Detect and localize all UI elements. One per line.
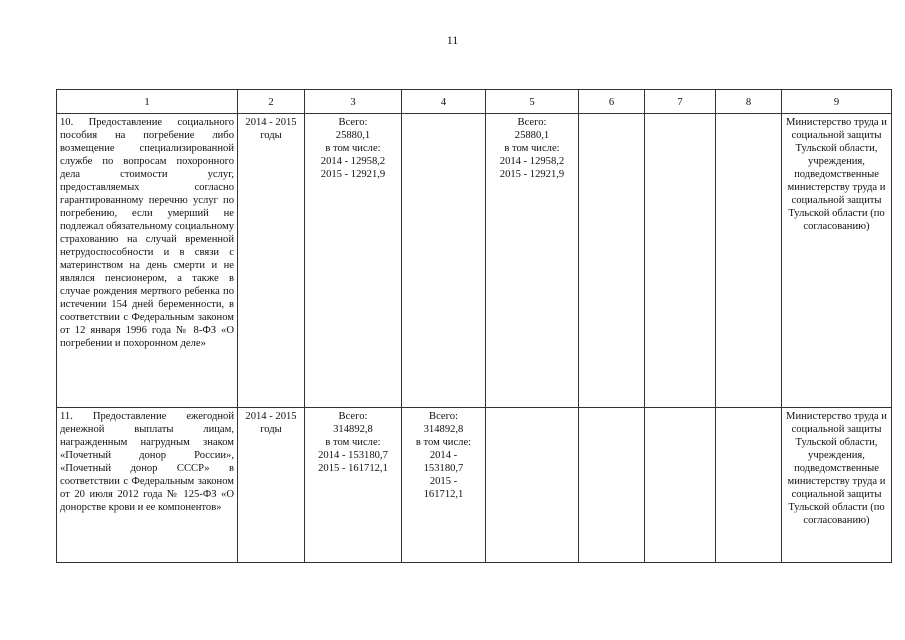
header-col-4: 4 — [402, 90, 486, 114]
funding-line: Всего: — [429, 411, 458, 422]
executor-cell: Министерство труда и социальной защиты Тульской области, учреждения, подведомственные министерству труда и социальной защиты Тульской области (по согласованию) — [782, 408, 892, 563]
funding-line: Всего: — [338, 117, 368, 128]
header-col-6: 6 — [579, 90, 645, 114]
funding-line: 153180,7 — [423, 463, 464, 474]
table-row — [57, 408, 892, 563]
regional-funding-cell — [486, 114, 579, 408]
funding-line: в том числе: — [415, 437, 472, 448]
period-cell: 2014 - 2015 годы — [238, 114, 305, 408]
funding-line: Всего: — [517, 117, 547, 128]
program-measures-table — [56, 89, 892, 563]
col7-cell — [645, 408, 716, 563]
funding-line: 25880,1 — [335, 130, 371, 141]
measure-name-cell: 10. Предоставление социального пособия на погребение либо возмещение специализированной службе по вопросам похоронного дела стоимости услуг, предоставляемых согласно гарантированному перечню услуг по погребению, если умерший не подлежал обязательному социальному страхованию на случай временной нетрудоспособности и в связи с материнством на день смерти и не являлся пенсионером, а также в случае рождения мертвого ребенка по истечении 154 дней беременности, в соответствии с Федеральным законом от 12 января 1996 года № 8-ФЗ «О погребении и похоронном деле» — [57, 114, 238, 408]
funding-line: 25880,1 — [514, 130, 550, 141]
regional-funding-cell — [486, 408, 579, 563]
funding-line: в том числе: — [325, 437, 381, 448]
header-col-2: 2 — [238, 90, 305, 114]
total-funding-cell — [305, 408, 402, 563]
funding-line: 2014 - 12958,2 — [499, 156, 565, 167]
page-number: 11 — [446, 33, 459, 47]
header-col-8: 8 — [716, 90, 782, 114]
funding-line: Всего: — [338, 411, 368, 422]
funding-line: 2015 - 12921,9 — [320, 169, 386, 180]
period-cell: 2014 - 2015 годы — [238, 408, 305, 563]
funding-line: в том числе: — [325, 143, 381, 154]
col8-cell — [716, 408, 782, 563]
funding-line: 2014 - — [429, 450, 458, 461]
col6-cell — [579, 114, 645, 408]
col6-cell — [579, 408, 645, 563]
header-col-9: 9 — [782, 90, 892, 114]
header-col-5: 5 — [486, 90, 579, 114]
table-row — [57, 114, 892, 408]
federal-funding-cell — [402, 408, 486, 563]
header-col-1: 1 — [57, 90, 238, 114]
federal-funding-cell — [402, 114, 486, 408]
measure-name-cell: 11. Предоставление ежегодной денежной выплаты лицам, награжденным нагрудным знаком «Почетный донор России», «Почетный донор СССР» в соответствии с Федеральным законом от 20 июля 2012 года № 125-ФЗ «О донорстве крови и ее компонентов» — [57, 408, 238, 563]
executor-cell: Министерство труда и социальной защиты Тульской области, учреждения, подведомственные министерству труда и социальной защиты Тульской области (по согласованию) — [782, 114, 892, 408]
header-col-3: 3 — [305, 90, 402, 114]
col7-cell — [645, 114, 716, 408]
col8-cell — [716, 114, 782, 408]
funding-line: 2014 - 12958,2 — [320, 156, 386, 167]
funding-line: 314892,8 — [423, 424, 464, 435]
funding-line: 2015 - 12921,9 — [499, 169, 565, 180]
header-col-7: 7 — [645, 90, 716, 114]
funding-line: 2015 - 161712,1 — [318, 463, 388, 474]
funding-line: 2015 - — [429, 476, 458, 487]
table-header-row — [57, 90, 892, 114]
funding-line: 2014 - 153180,7 — [318, 450, 388, 461]
funding-line: 314892,8 — [333, 424, 373, 435]
total-funding-cell — [305, 114, 402, 408]
funding-line: 161712,1 — [423, 489, 464, 500]
funding-line: в том числе: — [504, 143, 560, 154]
